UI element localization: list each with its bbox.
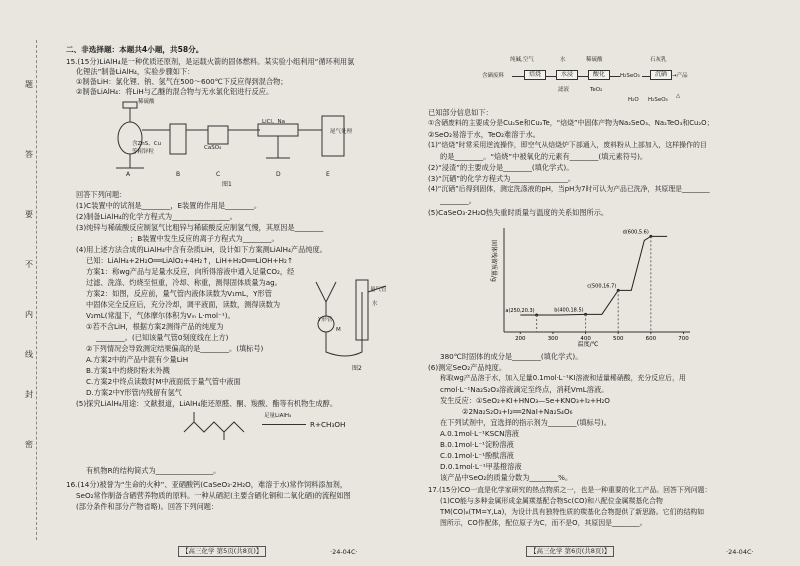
q16-part3: (3)“沉硒”的化学方程式为________________。 <box>428 174 576 183</box>
q15-equation: 已知：LiAlH₄+2H₂O══LiAlO₂+4H₂↑，LiH+H₂O══LiOH+H₂↑ <box>86 256 293 265</box>
answer-intro: 回答下列问题： <box>76 190 127 199</box>
x-tick-label: 700 <box>678 336 689 342</box>
q16-part4: (4)“沉硒”后得到固体，测定洗涤液的pH，当pH为7时可认为产品已洗净，其原理是________ <box>428 185 710 193</box>
chart-xlabel: 温度/℃ <box>577 341 599 348</box>
fig2-caption: 图2 <box>352 365 362 372</box>
flow-output: →产品 <box>672 73 688 79</box>
q16-part6-text: cmol·L⁻¹Na₂S₂O₃溶液滴定至终点，消耗VmL溶液。 <box>440 385 609 394</box>
known-2: ②SeO₂易溶于水，TeO₂难溶于水。 <box>428 130 540 139</box>
flow-bottom: H₂SeO₃ <box>648 97 668 103</box>
q17-part1: (1)CO能与多种金属形成金属羰基配合物Sc(CO)和八配位金属羰基化合物 <box>440 497 663 505</box>
q16-part1: 的是________。“焙烧”中被氧化的元素有________(填元素符号)。 <box>440 152 648 161</box>
point-label: d(600,5.6) <box>622 229 649 236</box>
flow-byproduct: TeO₂ <box>590 87 603 93</box>
sidebar-char: 密 <box>25 440 33 449</box>
flow-box-precip: 沉硒 <box>650 70 672 80</box>
footer-code-left: ·24-04C· <box>330 548 358 556</box>
q15-part3: ；B装置中发生反应的离子方程式为________。 <box>130 234 279 243</box>
point-label: a(250,20.3) <box>505 307 535 314</box>
q16-part6-ask: 在下列试剂中，宜选择的指示剂为________(填标号)。 <box>440 418 611 427</box>
q15-q4-2: ②下列情况会导致测定结果偏高的是________。(填标号) <box>86 344 264 353</box>
q15-intro: 15.(15分)LiAlH₄是一种优质还原剂，是运载火箭的固体燃料。某实验小组利用“循环利用氯 <box>66 57 355 66</box>
option-d: D.0.1mol·L⁻¹甲基橙溶液 <box>440 462 522 471</box>
flow-arrow <box>546 76 556 77</box>
flow-start: 含硒废料 <box>482 73 505 79</box>
x-tick-label: 300 <box>547 336 559 342</box>
q17-part1: TM(CO)₈(TM=Y,La)，为设计具有独特性质的羰基化合物提供了新思路。它们的结构如 <box>440 508 705 516</box>
q16-part1: (1)“焙烧”时常采用逆流操作，即空气从焙烧炉下部通入，废料粉从上部加入，这样操作的目 <box>428 141 707 149</box>
flow-box-roast: 焙烧 <box>524 70 546 80</box>
q15-part4: (4)用上述方法合成的LiAlH₄中含有杂质LiH，设计如下方案测LiAlH₄产品纯度。 <box>76 245 327 254</box>
fig1-letter: A <box>126 171 131 178</box>
q15-part1: (1)C装置中的试剂是________，E装置的作用是________。 <box>76 201 262 210</box>
footer-page-right: 【高三化学 第6页(共8页)】 <box>526 546 614 557</box>
flow-bottom: H₂O <box>628 97 639 103</box>
flow-input: 稀硫酸 <box>586 57 603 63</box>
fig1-label: 尾气处理 <box>330 129 353 135</box>
sidebar-char: 内 <box>25 310 33 319</box>
binding-sidebar <box>0 0 60 566</box>
option-d: D.方案2中Y形管内残留有氢气 <box>86 388 182 397</box>
x-tick-label: 200 <box>515 336 526 342</box>
option-c: C.方案2中终点读数时M中液面低于量气管中液面 <box>86 377 241 386</box>
x-tick-label: 600 <box>645 336 657 342</box>
x-tick-label: 500 <box>612 336 624 342</box>
tg-chart <box>484 220 696 348</box>
flow-box-leach: 水浸 <box>556 70 578 80</box>
q15-q4-1: ________。(已知该量气管0刻度线在上方) <box>96 333 229 342</box>
q16-part6: (6)测定SeO₂产品纯度。 <box>428 363 507 372</box>
fig2-label: 量气管 <box>370 287 387 293</box>
flow-bottom: △ <box>676 93 681 99</box>
flow-box-acidify: 酸化 <box>588 70 610 80</box>
q16-intro: SeO₂常作制备含硒营养物质的原料。一种从硒泥(主要含硒化铜和二氧化硒)的流程如图 <box>76 491 351 500</box>
fig1-caption: 图1 <box>222 181 232 188</box>
sidebar-char: 题 <box>25 80 33 89</box>
flow-arrow <box>512 76 524 77</box>
known-intro: 已知部分信息如下： <box>428 108 493 117</box>
chart-ylabel: 固体残留质量/g <box>490 240 497 282</box>
reaction-product: R+CH₃OH <box>310 420 346 429</box>
q17-part1: 图所示，CO作配体，配位原子为C，而不是O，其原因是________。 <box>440 519 647 527</box>
flow-input: 石灰乳 <box>650 57 667 63</box>
q15-step: ①制备LiH：氯化锂、钠、氢气在500～600℃下反应得到混合物； <box>76 77 288 86</box>
reaction-label: 足量LiAlH₄ <box>264 413 292 419</box>
fig1-letter: E <box>326 171 330 178</box>
q16-part6-eq: ②2Na₂S₂O₃+I₂══2NaI+Na₂S₄O₆ <box>462 407 573 416</box>
fig1-label: 含ZnS、Cu <box>132 141 162 147</box>
u-tube-c <box>208 126 228 144</box>
option-b: B.0.1mol·L⁻¹淀粉溶液 <box>440 440 514 449</box>
point-label: c(500,16.7) <box>587 283 617 290</box>
ester-structure <box>180 408 250 442</box>
flow-arrow <box>578 76 588 77</box>
reaction-arrow <box>262 424 306 425</box>
q15-part5: (5)探究LiAlH₄用途：文献报道，LiAlH₄能还原醛、酮、羧酸、酯等有机物生成醇。 <box>76 399 338 408</box>
q15-plan2: V₂mL(常温下，气体摩尔体积为Vₘ L·mol⁻¹)。 <box>86 311 235 320</box>
fig1-letter: D <box>276 171 281 178</box>
sidebar-char: 线 <box>25 350 33 359</box>
q15-r-structure: 有机物R的结构简式为________________。 <box>86 466 221 475</box>
flow-byproduct: 滤液 <box>558 87 570 93</box>
q15-plan1: 过滤、洗涤、灼烧至恒重，冷却、称重，测得固体质量为ag。 <box>86 278 282 287</box>
q16-part2: (2)“浸渣”的主要成分是________(填化学式)。 <box>428 163 574 172</box>
flow-mid: H₂SeO₃ <box>620 73 640 79</box>
apparatus-figure-1 <box>108 98 358 180</box>
sidebar-char: 封 <box>25 390 33 399</box>
q15-part3: (3)纯锌与稀硫酸反应制氢气比粗锌与稀硫酸反应制氢气慢，其原因是________ <box>76 223 324 232</box>
fig2-label: M <box>336 327 341 333</box>
q15-intro: 化锂法”制备LiAlH₄，实验步骤如下： <box>76 67 195 76</box>
fig1-letter: B <box>176 171 181 178</box>
footer-code-right: ·24-04C· <box>726 548 754 556</box>
sidebar-char: 答 <box>25 150 33 159</box>
q16-intro: 16.(14分)被誉为“生命的火种”、亚硒酸钙(CaSeO₃·2H₂O，难溶于水)常作饲料添加剂， <box>66 480 348 489</box>
q16-part6-text: 称取wg产品溶于水，加入足量0.1mol·L⁻¹KI溶液和适量稀硝酸，充分反应后，用 <box>440 374 686 382</box>
q16-intro: (部分条件和部分产物省略)。回答下列问题： <box>76 502 219 511</box>
y-tube <box>316 282 336 302</box>
sidebar-char: 不 <box>25 260 33 269</box>
q16-part4: ________。 <box>440 196 476 205</box>
q15-plan2: 方案2：如图，反应前，量气管内液体读数为V₁mL，Y形管 <box>86 289 272 298</box>
option-a: A.方案2中的产品中混有少量LiH <box>86 355 189 364</box>
footer-page-left: 【高三化学 第5页(共8页)】 <box>178 546 266 557</box>
q15-step: ②制备LiAlH₄：将LiH与乙醚的混合物与无水氯化铝进行反应。 <box>76 87 274 96</box>
q15-plan1: 方案1：称wg产品与足量水反应，向所得溶液中通入足量CO₂，经 <box>86 267 295 276</box>
q15-q4-1: ①若不含LiH，根据方案2测得产品的纯度为 <box>86 322 224 331</box>
fig1-letter: C <box>216 171 221 178</box>
x-tick-label: 400 <box>580 336 591 342</box>
fig1-label: LiCl、Na <box>262 119 285 125</box>
q16-part6-result: 该产品中SeO₂的质量分数为________%。 <box>440 473 573 482</box>
q15-part2: (2)制备LiAlH₄的化学方程式为________________。 <box>76 212 237 221</box>
q17-intro: 17.(15分)CO一直是化学家研究的热点物质之一，也是一种重要的化工产品。回答下列问题： <box>428 486 712 494</box>
flow-input: 纯碱,空气 <box>510 57 534 63</box>
sidebar-char: 要 <box>25 210 33 219</box>
known-1: ①含硒废料的主要成分是Cu₂Se和Cu₂Te，“焙烧”中固体产物为Na₂SeO₃、Na₂TeO₃和Cu₂O； <box>428 119 714 127</box>
fig2-label: Y形管 <box>318 317 333 323</box>
flow-arrow <box>610 76 620 77</box>
option-b: B.方案1中灼烧时粉末外溅 <box>86 366 170 375</box>
q16-part5: (5)CaSeO₃·2H₂O热失重时质量与温度的关系如图所示。 <box>428 208 609 217</box>
flow-input: 水 <box>560 57 566 63</box>
fig1-label: CaSO₄ <box>204 145 222 151</box>
option-a: A.0.1mol·L⁻¹KSCN溶液 <box>440 429 519 438</box>
bottle-b <box>170 124 186 154</box>
point-label: b(400,18.5) <box>554 307 584 314</box>
binding-line <box>36 40 37 540</box>
series-line <box>520 236 667 315</box>
fig1-label: 等粗锌粒 <box>132 149 155 155</box>
option-c: C.0.1mol·L⁻¹酚酞溶液 <box>440 451 514 460</box>
fig2-label: 水 <box>372 301 378 307</box>
section-title: 二、非选择题：本题共4小题，共58分。 <box>66 45 204 54</box>
funnel <box>123 102 137 108</box>
fig1-label: 稀硫酸 <box>138 99 155 105</box>
q16-part5-answer: 380℃时固体的成分是________(填化学式)。 <box>440 352 583 361</box>
q15-plan2: 中固体完全反应后，充分冷却，调平液面，读数，测得读数为 <box>86 300 281 309</box>
q16-part6-eq: 发生反应：①SeO₂+KI+HNO₃—Se+KNO₃+I₂+H₂O <box>440 396 610 405</box>
flow-arrow <box>642 76 650 77</box>
